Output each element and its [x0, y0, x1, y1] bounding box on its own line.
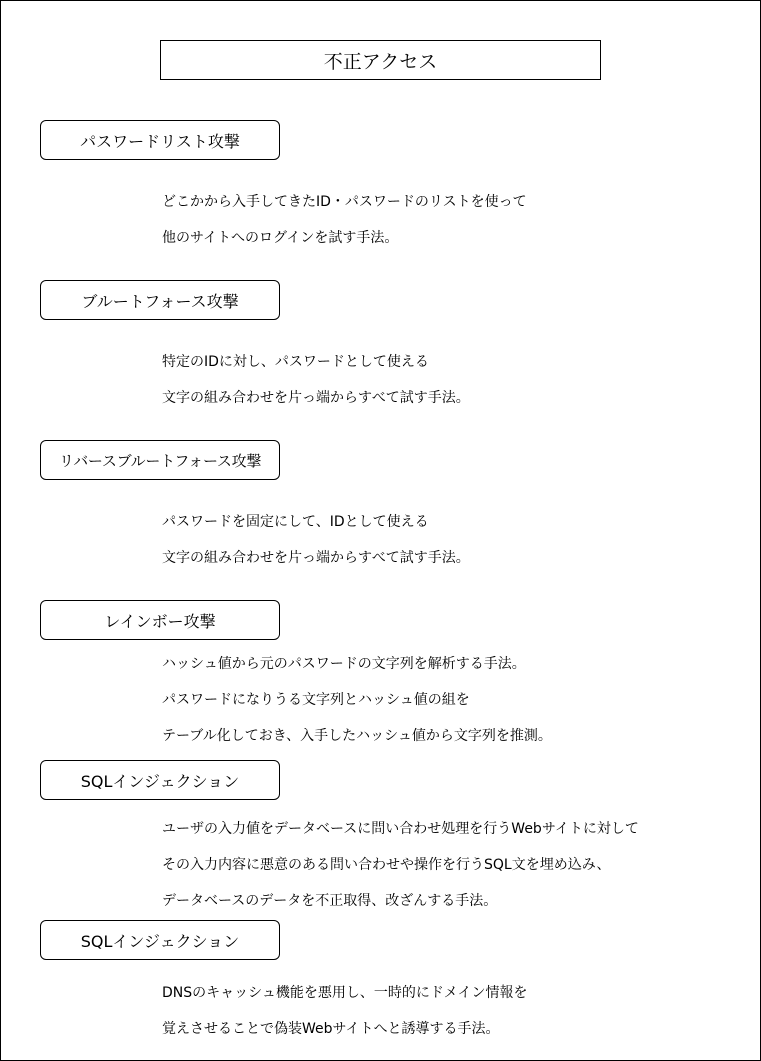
term-label: レインボー攻撃: [104, 611, 216, 631]
term-box-password-list-attack: [40, 120, 280, 160]
description-reverse-brute-force-attack: [162, 504, 470, 576]
term-label: SQLインジェクション: [80, 771, 240, 791]
description-line: パスワードを固定にして、IDとして使える: [162, 514, 429, 530]
description-line: ハッシュ値から元のパスワードの文字列を解析する手法。: [162, 656, 526, 672]
description-rainbow-attack: [162, 646, 552, 754]
term-label: パスワードリスト攻撃: [80, 131, 240, 151]
term-label: リバースブルートフォース攻撃: [58, 451, 262, 470]
term-box-reverse-brute-force-attack: [40, 440, 280, 480]
description-line: ユーザの入力値をデータベースに問い合わせ処理を行うWebサイトに対して: [162, 821, 639, 837]
description-brute-force-attack: [162, 344, 470, 416]
description-line: DNSのキャッシュ機能を悪用し、一時的にドメイン情報を: [162, 985, 528, 1001]
description-line: データベースのデータを不正取得、改ざんする手法。: [162, 893, 498, 909]
description-line: その入力内容に悪意のある問い合わせや操作を行うSQL文を埋め込み、: [162, 857, 611, 873]
term-box-sql-injection: [40, 760, 280, 800]
term-label: ブルートフォース攻撃: [81, 291, 239, 311]
description-line: どこかから入手してきたID・パスワードのリストを使って: [162, 194, 527, 210]
description-password-list-attack: [162, 184, 527, 256]
description-line: 文字の組み合わせを片っ端からすべて試す手法。: [162, 390, 470, 406]
description-line: テーブル化しておき、入手したハッシュ値から文字列を推測。: [162, 728, 552, 744]
description-sql-injection: [162, 811, 639, 919]
description-dns-cache-attack: [162, 975, 527, 1047]
term-label: SQLインジェクション: [80, 931, 240, 951]
term-box-rainbow-attack: [40, 600, 280, 640]
description-line: 覚えさせることで偽装Webサイトへと誘導する手法。: [162, 1021, 500, 1037]
description-line: パスワードになりうる文字列とハッシュ値の組を: [162, 692, 470, 708]
description-line: 他のサイトへのログインを試す手法。: [162, 230, 399, 246]
term-box-brute-force-attack: [40, 280, 280, 320]
page-title: 不正アクセス: [160, 40, 601, 80]
description-line: 特定のIDに対し、パスワードとして使える: [162, 354, 429, 370]
term-box-dns-cache-attack: [40, 920, 280, 960]
description-line: 文字の組み合わせを片っ端からすべて試す手法。: [162, 550, 470, 566]
